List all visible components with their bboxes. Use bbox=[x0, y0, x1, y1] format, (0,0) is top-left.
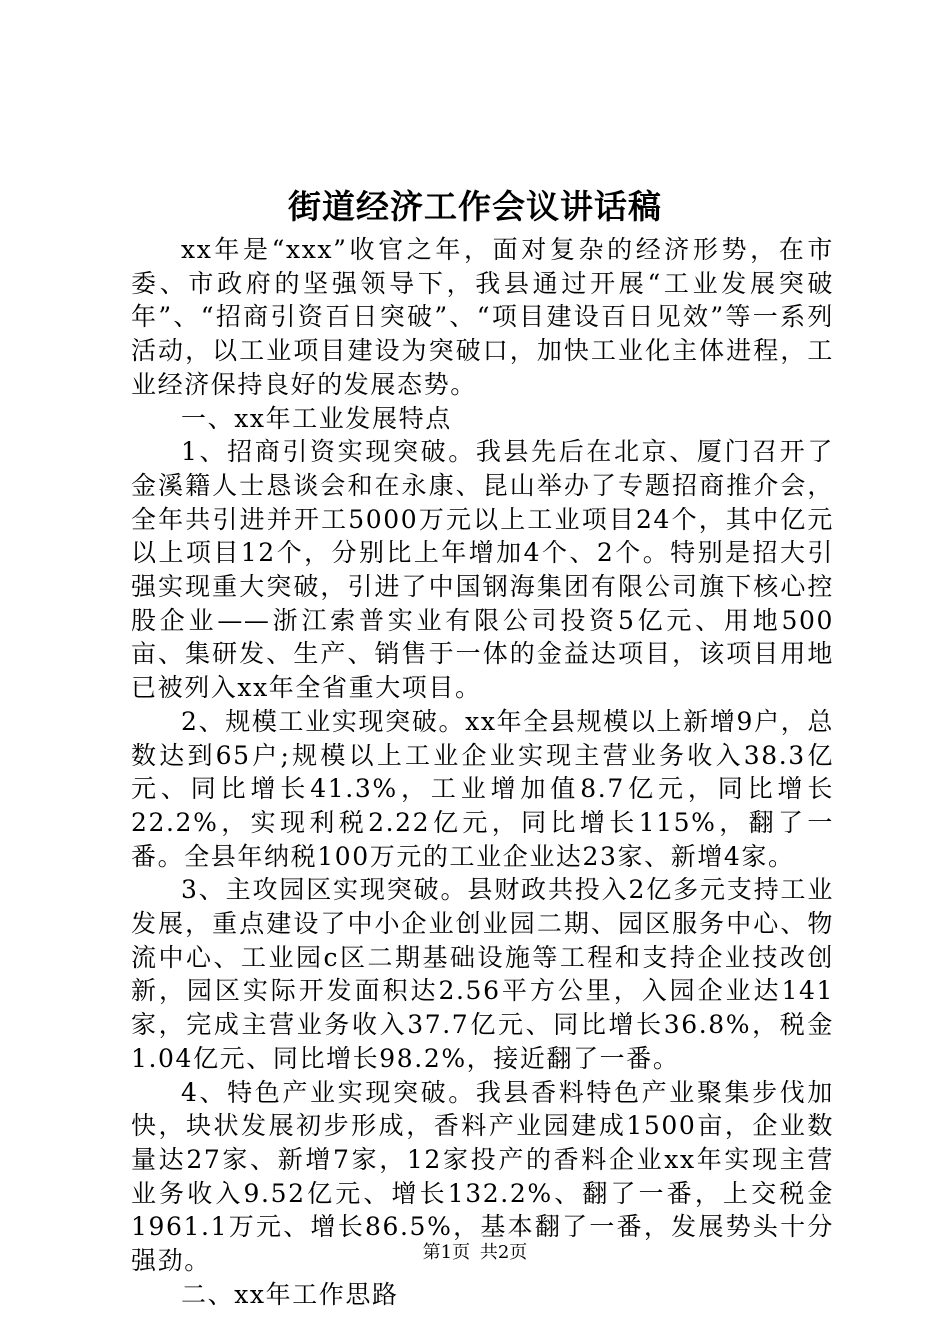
section-heading-1: 一、xx年工业发展特点 bbox=[181, 403, 452, 433]
page-total: 共2页 bbox=[479, 1242, 528, 1263]
document-body bbox=[131, 233, 834, 1312]
paragraph-intro: xx年是“xxx”收官之年，面对复杂的经济形势，在市委、市政府的坚强领导下，我县通过开展“工业发展突破年”、“招商引资百日突破”、“项目建设百日见效”等一系列活动，以工业项目建设为突破口，加快工业化主体进程，工业经济保持良好的发展态势。 bbox=[131, 235, 834, 399]
section-heading-2: 二、xx年工作思路 bbox=[181, 1279, 399, 1309]
paragraph-item-2: 2、规模工业实现突破。xx年全县规模以上新增9户，总数达到65户;规模以上工业企业实现主营业务收入38.3亿元、同比增长41.3%，工业增加值8.7亿元，同比增长22.2%，实现利税2.22亿元，同比增长115%，翻了一番。全县年纳税100万元的工业企业达23家、新增4家。 bbox=[131, 706, 834, 871]
document-title: 街道经济工作会议讲话稿 bbox=[288, 187, 662, 226]
paragraph-item-3: 3、主攻园区实现突破。县财政共投入2亿多元支持工业发展，重点建设了中小企业创业园二期、园区服务中心、物流中心、工业园c区二期基础设施等工程和支持企业技改创新，园区实际开发面积达2.56平方公里，入园企业达141家，完成主营业务收入37.7亿元、同比增长36.8%，税金1.04亿元、同比增长98.2%，接近翻了一番。 bbox=[131, 875, 834, 1073]
page-number: 第1页 bbox=[422, 1242, 471, 1263]
paragraph-item-4: 4、特色产业实现突破。我县香料特色产业聚集步伐加快，块状发展初步形成，香料产业园建成1500亩，企业数量达27家、新增7家，12家投产的香料企业xx年实现主营业务收入9.52亿元、增长132.2%、翻了一番，上交税金1961.1万元、增长86.5%，基本翻了一番，发展势头十分强劲。 bbox=[131, 1077, 834, 1276]
page-footer bbox=[0, 1240, 950, 1266]
paragraph-item-1: 1、招商引资实现突破。我县先后在北京、厦门召开了金溪籍人士恳谈会和在永康、昆山举办了专题招商推介会，全年共引进并开工5000万元以上工业项目24个，其中亿元以上项目12个，分别比上年增加4个、2个。特别是招大引强实现重大突破，引进了中国钢海集团有限公司旗下核心控股企业——浙江索普实业有限公司投资5亿元、用地500亩、集研发、生产、销售于一体的金益达项目，该项目用地已被列入xx年全省重大项目。 bbox=[131, 437, 834, 703]
